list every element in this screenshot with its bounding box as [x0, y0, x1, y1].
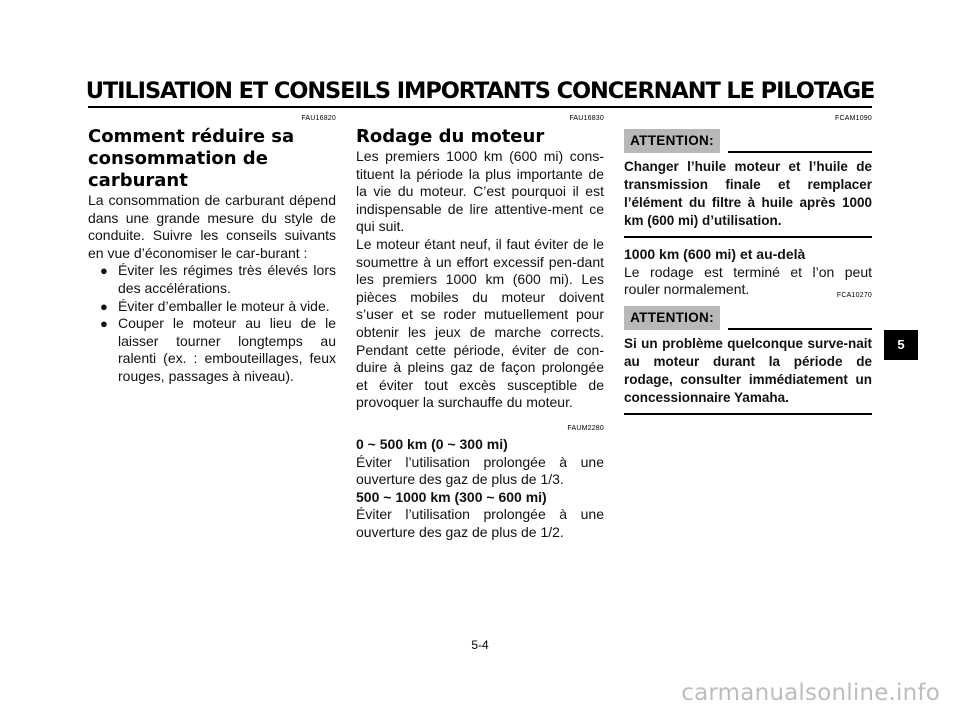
break-in-paragraph-1: Les premiers 1000 km (600 mi) cons-tituent la période la plus importante de la vie du moteur. C’est pourquoi il est indispensable de lire attentive-ment ce qui suit.	[356, 148, 604, 235]
column-cautions	[624, 114, 872, 423]
bullet-icon: ●	[100, 298, 108, 314]
column-fuel-economy	[88, 114, 336, 386]
page-title: UTILISATION ET CONSEILS IMPORTANTS CONCERNANT LE PILOTAGE	[85, 78, 875, 104]
range-text-1000-plus: Le rodage est terminé et l’on peut rouler normalement.	[624, 263, 872, 298]
section-code: FAUM2280	[567, 424, 604, 432]
caution-code: FCA10270	[836, 291, 872, 299]
page-number: 5-4	[471, 638, 489, 652]
attention-end-rule	[624, 413, 872, 415]
section-code: FAU16820	[301, 115, 336, 122]
attention-rule	[728, 328, 872, 330]
fuel-tips-list	[88, 262, 336, 385]
range-text-0-500: Éviter l’utilisation prolongée à une ouverture des gaz de plus de 1/3.	[356, 453, 604, 488]
section-heading-fuel: Comment réduire sa consommation de carburant	[88, 126, 295, 191]
list-item-text: Éviter d’emballer le moteur à vide.	[118, 297, 330, 314]
chapter-tab: 5	[884, 330, 918, 360]
range-heading-500-1000: 500 ~ 1000 km (300 ~ 600 mi)	[356, 488, 547, 505]
range-text-500-1000: Éviter l’utilisation prolongée à une ouverture des gaz de plus de 1/2.	[356, 506, 604, 540]
range-heading-0-500: 0 ~ 500 km (0 ~ 300 mi)	[356, 435, 508, 452]
attention-header	[624, 303, 872, 333]
bullet-icon: ●	[100, 263, 108, 279]
attention-end-rule	[624, 236, 872, 238]
attention-header	[624, 126, 872, 156]
caution-code: FCAM1090	[834, 115, 872, 122]
page-header	[0, 78, 960, 104]
fuel-intro-text: La consommation de carburant dépend dans une grande mesure du style de conduite. Suivre les conseils suivants en vue d’économiser le car-burant :	[88, 192, 336, 261]
list-item	[100, 315, 336, 385]
watermark: carmanualsonline.info	[681, 680, 940, 706]
section-code: FAU16830	[569, 115, 604, 122]
section-heading-break-in: Rodage du moteur	[356, 126, 545, 147]
list-item-text: Éviter les régimes très élevés lors des accélérations.	[118, 262, 336, 296]
bullet-icon: ●	[100, 316, 108, 332]
column-engine-break-in	[356, 114, 604, 541]
attention-label: ATTENTION:	[624, 129, 720, 153]
list-item	[100, 262, 336, 297]
attention-text-oil-change: Changer l’huile moteur et l’huile de transmission finale et remplacer l’élément du filtre à huile après 1000 km (600 mi) d’utilisation.	[624, 159, 872, 228]
header-rule	[88, 106, 872, 108]
range-heading-1000-plus: 1000 km (600 mi) et au-delà	[624, 246, 806, 262]
break-in-paragraph-2: Le moteur étant neuf, il faut éviter de le soumettre à un effort excessif pen-dant les premiers 1000 km (600 mi). Les pièces mobiles du moteur doivent s’user et se roder mutuellement pour obtenir les jeux de marche corrects. Pendant cette période, éviter de con-duire à pleins gaz de façon prolongée et éviter tout excès susceptible de provoquer la surchauffe du moteur.	[356, 235, 604, 411]
attention-label: ATTENTION:	[624, 306, 720, 330]
attention-text-engine-problem: Si un problème quelconque surve-nait au moteur durant la période de rodage, consulter immédiatement un concessionnaire Yamaha.	[624, 335, 872, 405]
attention-rule	[728, 151, 872, 153]
list-item	[100, 298, 336, 316]
list-item-text: Couper le moteur au lieu de le laisser tourner longtemps au ralenti (ex. : embouteillages, feux rouges, passages à niveau).	[118, 315, 336, 384]
